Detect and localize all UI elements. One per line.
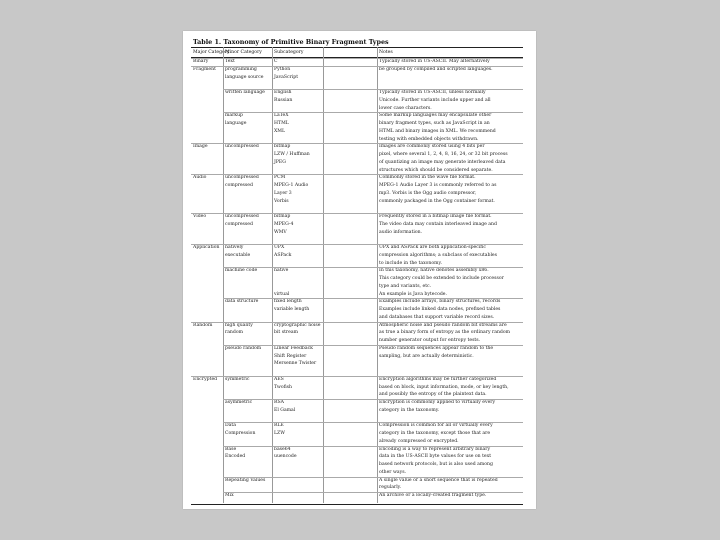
row-separator [223,112,523,113]
cell-notes: testing with embedded objects withdrawn. [379,136,479,142]
cell-major-category: Binary [193,59,209,64]
cell-notes: compression algorithms; a subclass of executables [379,252,497,258]
cell-notes: A single value or a short sequence that is repeated [379,477,498,483]
cell-subcategory: JavaScript [274,74,299,80]
cell-notes: structures which should be considered separate. [379,167,493,173]
cell-subcategory: LZW [274,431,285,436]
cell-notes: Commonly stored in the wave file format. [379,175,476,181]
cell-subcategory: uuencode [274,454,297,460]
cell-notes: based on block, input information, mode, or key length, [379,384,509,390]
row-separator [191,322,523,323]
row-separator [223,446,523,447]
cell-notes: lower case characters. [379,105,432,111]
cell-subcategory: Layer 3 [274,190,292,196]
cell-subcategory: variable length [274,307,310,312]
cell-minor-category: data structure [225,299,259,305]
cell-notes: as true a binary form of entropy as the ordinary random [379,330,510,336]
cell-notes: category in the taxonomy. [379,407,440,413]
cell-notes: UPX and ASPack are both application-specific [379,245,486,250]
cell-notes: already compressed or encrypted. [379,438,459,444]
row-separator [223,492,523,493]
cell-subcategory: MPEG-1 Audio [274,183,309,188]
cell-minor-category: uncompressed [225,175,259,181]
row-separator [223,345,523,346]
column-divider [323,47,324,503]
cell-subcategory: Python [274,66,291,72]
cell-subcategory: Linear Feedback [274,345,313,351]
cell-minor-category: symmetric [225,376,250,382]
cell-notes: Typically stored in US-ASCII, unless normally [379,90,486,95]
cell-minor-category: compressed [225,183,253,188]
cell-notes: based network protocols, but is also used among [379,462,493,467]
cell-minor-category: programming [225,66,257,72]
cell-subcategory: Russian [274,97,293,103]
cell-major-category: Encrypted [193,376,218,382]
cell-minor-category: asymmetric [225,400,253,405]
cell-subcategory: bit stream [274,330,298,336]
cell-minor-category: Base [225,446,237,452]
cell-minor-category: compressed [225,221,253,227]
cell-subcategory: RSA [274,400,284,405]
row-separator [223,399,523,400]
row-separator [191,143,523,144]
cell-subcategory: C [274,59,278,64]
cell-notes: pixel, where several 1, 2, 4, 8, 16, 24, or 32 bit process [379,152,508,157]
cell-notes: Typically stored in US-ASCII. May alternatively [379,59,490,64]
cell-subcategory: native [274,268,289,274]
cell-major-category: Fragment [193,66,216,72]
cell-subcategory: Mersenne Twister [274,361,317,367]
cell-notes: sampling, but are actually deterministic. [379,353,474,359]
cell-subcategory: Vorbis [274,198,289,204]
column-divider [377,47,378,503]
table-bottom-rule [191,504,523,505]
cell-subcategory: El Gamal [274,407,296,413]
row-separator [191,376,523,377]
cell-subcategory: bitmap [274,144,291,150]
cell-notes: Examples include arrays, binary structures, records [379,299,501,305]
cell-notes: Encryption is commonly applied to virtually every [379,400,496,405]
column-divider [223,47,224,503]
cell-notes: category in the taxonomy, except those that are [379,431,491,436]
cell-notes: The video data may contain interleaved image and [379,221,497,227]
cell-subcategory: LZW / Huffman [274,152,310,157]
cell-notes: other ways. [379,469,407,475]
cell-major-category: Random [193,322,213,328]
cell-minor-category: markup [225,113,243,119]
cell-notes: to include in the taxonomy. [379,260,442,266]
header-notes: Notes [379,50,393,55]
cell-subcategory: PCM [274,175,286,181]
cell-notes: Examples include linked data nodes, prefixed tables [379,307,501,312]
cell-notes: type and variants, etc. [379,283,432,289]
cell-notes: Images are commonly stored using 4 bits per [379,144,485,150]
cell-minor-category: Text [225,59,235,64]
cell-subcategory: AES [274,376,284,382]
cell-notes: An archive or a locally-created fragment type. [379,493,487,498]
cell-minor-category: executable [225,252,251,258]
cell-minor-category: written language [225,90,265,95]
cell-notes: Compression is common for all or virtually every [379,423,493,429]
cell-notes: audio information. [379,229,423,235]
cell-major-category: Application [193,245,220,250]
cell-minor-category: language source [225,74,264,80]
cell-minor-category: language [225,121,247,126]
cell-minor-category: high quality [225,322,253,328]
cell-subcategory: WMV [274,229,287,235]
row-separator [223,298,523,299]
cell-subcategory: fixed length [274,299,302,305]
cell-subcategory: UPX [274,245,285,250]
document-page [183,31,536,509]
cell-notes: An example is Java bytecode. [379,291,447,297]
cell-notes: be grouped by compiled and scripted languages. [379,66,493,72]
cell-subcategory: HTML [274,121,289,126]
cell-subcategory: virtual [274,291,290,297]
cell-notes: HTML and binary images in XML. We recommend [379,128,496,134]
cell-minor-category: Mix [225,493,234,498]
row-separator [191,66,523,67]
row-separator [223,89,523,90]
row-separator [223,422,523,423]
cell-minor-category: uncompressed [225,144,259,150]
header-major-category: Major Category [193,50,230,55]
cell-minor-category: random [225,330,243,336]
cell-notes: regularly. [379,485,402,491]
cell-minor-category: Compression [225,431,256,436]
cell-minor-category: Encoded [225,454,246,460]
row-separator [223,267,523,268]
cell-subcategory: ASPack [274,252,292,258]
cell-major-category: Audio [193,175,207,181]
cell-notes: Encryption algorithms may be further categorized [379,376,497,382]
cell-minor-category: Data [225,423,237,429]
cell-subcategory: cryptographic noise [274,322,321,328]
cell-subcategory: MPEG-4 [274,221,294,227]
cell-major-category: Image [193,144,208,150]
cell-subcategory: XML [274,128,286,134]
row-separator [191,58,523,59]
cell-minor-category: machine code [225,268,258,274]
column-divider [272,47,273,503]
cell-notes: and databases that support variable record sizes. [379,314,495,320]
header-subcategory: Subcategory [274,50,304,55]
cell-notes: This category could be extended to include processor [379,276,504,281]
cell-notes: Pseudo random sequences appear random to the [379,345,494,351]
cell-subcategory: bitmap [274,214,291,219]
cell-notes: Frequently stored in a bitmap image file format. [379,214,492,219]
cell-minor-category: natively [225,245,244,250]
cell-subcategory: Shift Register [274,353,307,359]
row-separator [223,477,523,478]
cell-notes: Some markup languages may encapsulate other [379,113,492,119]
cell-minor-category: pseudo random [225,345,262,351]
cell-notes: number generator output for entropy tests. [379,338,481,343]
cell-notes: Unicode. Further variants include upper and all [379,97,491,103]
cell-notes: Atmospheric noise and pseudo random bit streams are [379,322,507,328]
cell-notes: of quantizing an image may generate interleaved data [379,159,506,165]
cell-notes: Encoding is a way to represent arbitrary binary [379,446,491,452]
cell-subcategory: JPEG [274,159,286,165]
table-top-rule [191,47,523,48]
header-minor-category: Minor Category [225,50,262,55]
cell-notes: mp3. Vorbis is the Ogg audio compressor, [379,190,477,196]
cell-notes: MPEG-1 Audio Layer 3 is commonly referred to as [379,183,497,188]
cell-subcategory: English [274,90,292,95]
row-separator [191,174,523,175]
cell-subcategory: base64 [274,446,291,452]
table-caption: Table 1. Taxonomy of Primitive Binary Fragment Types [193,38,389,46]
cell-subcategory: Twofish [274,384,292,390]
row-separator [191,244,523,245]
cell-notes: binary fragment types, such as JavaScript in an [379,121,490,126]
cell-notes: commonly packaged in the Ogg container format. [379,198,495,204]
cell-notes: and possibly the entropy of the plaintext data. [379,392,487,398]
cell-major-category: Video [193,214,207,219]
row-separator [191,213,523,214]
cell-subcategory: RLE [274,423,284,429]
cell-minor-category: uncompressed [225,214,259,219]
cell-subcategory: LaTeX [274,113,289,119]
cell-notes: data in the US-ASCII byte values for use on text [379,454,492,460]
cell-notes: In this taxonomy, native denotes assembly x86. [379,268,489,274]
cell-minor-category: Repeating Values [225,477,266,483]
